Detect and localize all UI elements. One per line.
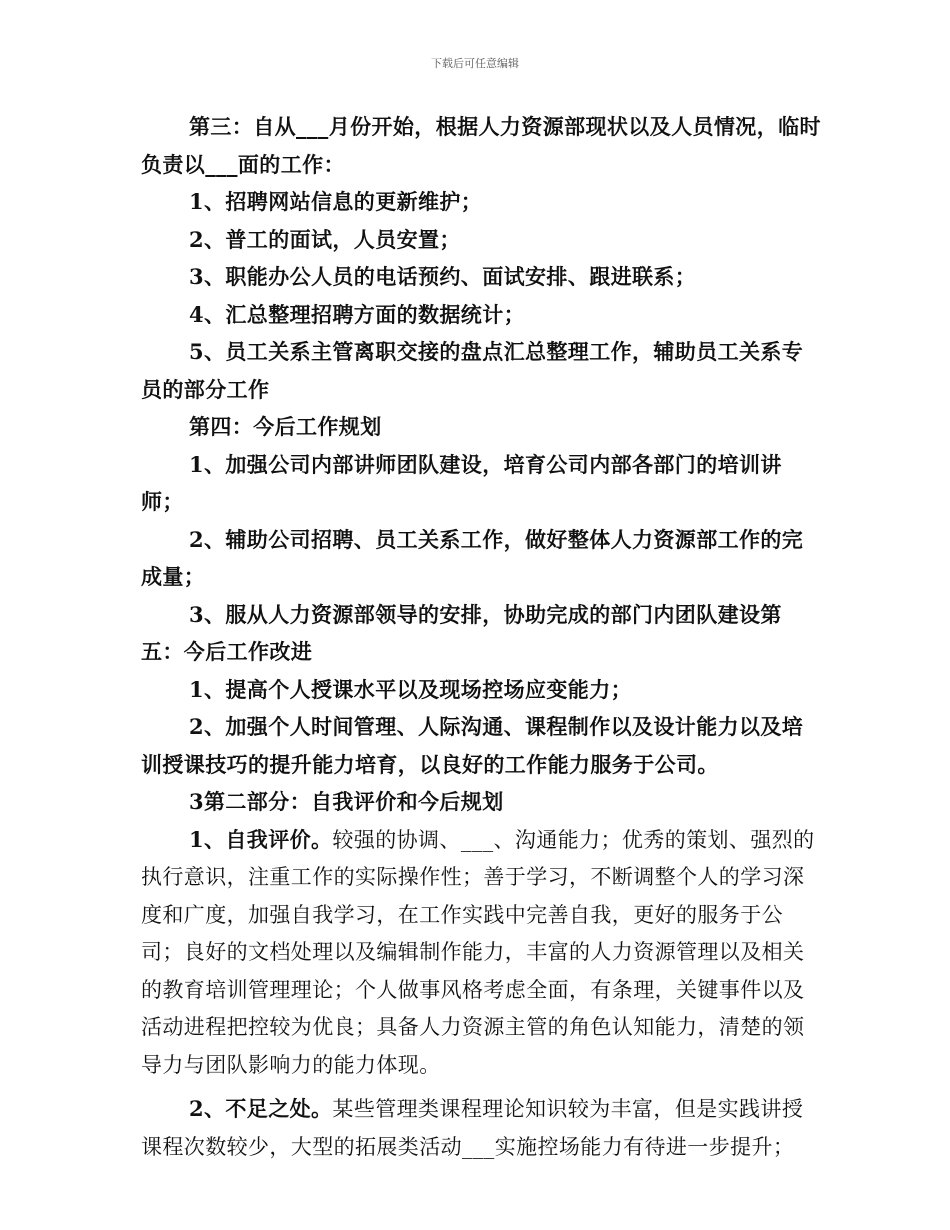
paragraph: 2、普工的面试，人员安置； (189, 226, 461, 252)
paragraph-lead: 1、自我评价。 (189, 826, 333, 852)
section-heading: 第四：今后工作规划 (189, 414, 382, 439)
paragraph: 2、辅助公司招聘、员工关系工作，做好整体人力资源部工作的完成量； (141, 526, 804, 589)
section-heading: 3第二部分：自我评价和今后规划 (189, 789, 504, 814)
paragraph-lead: 2、不足之处。 (189, 1096, 333, 1121)
paragraph: 1、提高个人授课水平以及现场控场应变能力； (189, 676, 633, 702)
paragraph: 1、招聘网站信息的更新维护； (189, 189, 483, 214)
document-body (141, 108, 823, 1166)
header-note: 下载后可任意编辑 (431, 57, 519, 70)
paragraph: 5、员工关系主管离职交接的盘点汇总整理工作，辅助员工关系专员的部分工作 (141, 339, 804, 402)
paragraph: 1、加强公司内部讲师团队建设，培育公司内部各部门的培训讲师； (141, 451, 782, 514)
paragraph-self-evaluation (141, 821, 823, 1085)
paragraph: 2、加强个人时间管理、人际沟通、课程制作以及设计能力以及培训授课技巧的提升能力培育，以良好的工作能力服务于公司。 (141, 714, 804, 777)
paragraph: 3、服从人力资源部领导的安排，协助完成的部门内团队建设第五：今后工作改进 (141, 601, 782, 664)
paragraph: 第三：自从___月份开始，根据人力资源部现状以及人员情况，临时负责以___面的工作： (141, 114, 821, 177)
paragraph-text: 某些管理类课程理论知识较为丰富，但是实践讲授课程次数较少，大型的拓展类活动___实施控场能力有待进一步提升； (141, 1097, 804, 1159)
paragraph-shortcomings (141, 1090, 823, 1166)
paragraph: 4、汇总整理招聘方面的数据统计； (189, 301, 526, 327)
paragraph: 3、职能办公人员的电话预约、面试安排、跟进联系； (189, 264, 697, 289)
paragraph-text: 较强的协调、___、沟通能力；优秀的策划、强烈的执行意识，注重工作的实际操作性；善于学习，不断调整个人的学习深度和广度，加强自我学习，在工作实践中完善自我，更好的服务于公司；良好的文档处理以及编辑制作能力，丰富的人力资源管理以及相关的教育培训管理理论；个人做事风格考虑全面，有条理，关键事件以及活动进程把控较为优良；具备人力资源主管的角色认知能力，清楚的领导力与团队影响力的能力体现。 (141, 827, 815, 1077)
